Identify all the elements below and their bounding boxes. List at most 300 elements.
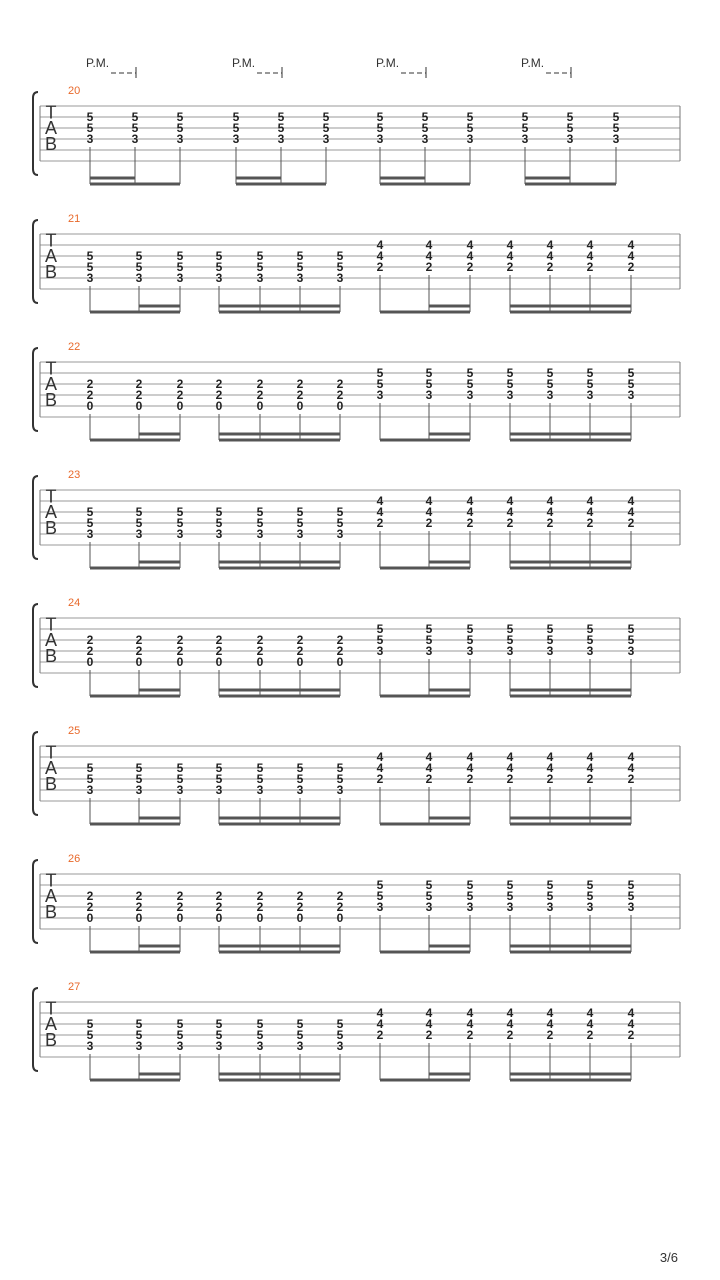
system-bracket xyxy=(33,860,38,943)
fret-number: 4 xyxy=(627,761,635,775)
fret-number: 3 xyxy=(421,132,429,146)
fret-number: 5 xyxy=(86,1028,94,1042)
fret-number: 3 xyxy=(86,271,94,285)
palm-mute-label: P.M. xyxy=(521,56,545,70)
measure-number: 23 xyxy=(68,469,81,481)
fret-number: 0 xyxy=(215,911,223,925)
fret-number: 0 xyxy=(86,655,94,669)
fret-number: 5 xyxy=(466,878,474,892)
fret-number: 5 xyxy=(322,110,330,124)
fret-number: 4 xyxy=(627,249,635,263)
fret-number: 5 xyxy=(376,121,384,135)
fret-number: 5 xyxy=(376,622,384,636)
fret-number: 3 xyxy=(425,388,433,402)
fret-number: 3 xyxy=(586,644,594,658)
measure-number: 27 xyxy=(68,981,81,993)
fret-number: 5 xyxy=(376,889,384,903)
fret-number: 2 xyxy=(627,260,635,274)
fret-number: 5 xyxy=(466,633,474,647)
fret-number: 5 xyxy=(586,878,594,892)
fret-number: 5 xyxy=(256,260,264,274)
fret-number: 3 xyxy=(86,132,94,146)
fret-number: 2 xyxy=(336,377,344,391)
fret-number: 5 xyxy=(176,1028,184,1042)
fret-number: 4 xyxy=(425,494,433,508)
fret-number: 5 xyxy=(176,772,184,786)
tab-clef-letter: B xyxy=(44,518,58,538)
fret-number: 2 xyxy=(86,900,94,914)
fret-number: 2 xyxy=(135,644,143,658)
fret-number: 5 xyxy=(546,889,554,903)
fret-number: 5 xyxy=(215,260,223,274)
fret-number: 5 xyxy=(86,516,94,530)
fret-number: 2 xyxy=(86,388,94,402)
fret-number: 5 xyxy=(176,121,184,135)
tab-clef-letter: T xyxy=(45,998,57,1019)
fret-number: 5 xyxy=(176,505,184,519)
fret-number: 2 xyxy=(135,889,143,903)
tab-clef-letter: A xyxy=(44,1014,58,1035)
fret-number: 4 xyxy=(627,750,635,764)
fret-number: 2 xyxy=(135,900,143,914)
fret-number: 0 xyxy=(176,911,184,925)
fret-number: 5 xyxy=(135,761,143,775)
fret-number: 0 xyxy=(135,911,143,925)
measure-number: 24 xyxy=(68,597,81,609)
fret-number: 5 xyxy=(627,377,635,391)
fret-number: 4 xyxy=(506,505,514,519)
fret-number: 2 xyxy=(466,1028,474,1042)
fret-number: 2 xyxy=(176,644,184,658)
fret-number: 5 xyxy=(86,121,94,135)
fret-number: 4 xyxy=(546,761,554,775)
fret-number: 4 xyxy=(546,1006,554,1020)
fret-number: 4 xyxy=(425,249,433,263)
fret-number: 3 xyxy=(86,1039,94,1053)
fret-number: 3 xyxy=(627,644,635,658)
fret-number: 5 xyxy=(546,377,554,391)
fret-number: 2 xyxy=(586,1028,594,1042)
fret-number: 2 xyxy=(176,633,184,647)
fret-number: 5 xyxy=(425,889,433,903)
fret-number: 4 xyxy=(466,1006,474,1020)
fret-number: 0 xyxy=(135,655,143,669)
fret-number: 5 xyxy=(421,121,429,135)
tab-clef-letter: T xyxy=(45,230,57,251)
fret-number: 5 xyxy=(566,121,574,135)
fret-number: 0 xyxy=(215,655,223,669)
fret-number: 3 xyxy=(256,271,264,285)
fret-number: 4 xyxy=(586,761,594,775)
fret-number: 3 xyxy=(586,388,594,402)
fret-number: 3 xyxy=(506,900,514,914)
fret-number: 5 xyxy=(176,1017,184,1031)
fret-number: 2 xyxy=(627,516,635,530)
fret-number: 5 xyxy=(376,110,384,124)
fret-number: 4 xyxy=(627,1006,635,1020)
fret-number: 5 xyxy=(521,110,529,124)
system-bracket xyxy=(33,732,38,815)
fret-number: 5 xyxy=(135,260,143,274)
fret-number: 4 xyxy=(425,1017,433,1031)
fret-number: 0 xyxy=(296,655,304,669)
fret-number: 3 xyxy=(256,1039,264,1053)
fret-number: 5 xyxy=(546,633,554,647)
fret-number: 5 xyxy=(425,366,433,380)
fret-number: 5 xyxy=(612,121,620,135)
fret-number: 5 xyxy=(425,377,433,391)
fret-number: 5 xyxy=(586,622,594,636)
fret-number: 5 xyxy=(296,505,304,519)
fret-number: 5 xyxy=(256,505,264,519)
fret-number: 5 xyxy=(336,505,344,519)
fret-number: 5 xyxy=(506,622,514,636)
fret-number: 2 xyxy=(376,1028,384,1042)
fret-number: 5 xyxy=(86,260,94,274)
fret-number: 5 xyxy=(176,110,184,124)
fret-number: 3 xyxy=(336,1039,344,1053)
fret-number: 2 xyxy=(256,889,264,903)
fret-number: 2 xyxy=(176,889,184,903)
fret-number: 4 xyxy=(506,761,514,775)
fret-number: 4 xyxy=(376,750,384,764)
fret-number: 3 xyxy=(86,783,94,797)
fret-number: 4 xyxy=(506,494,514,508)
fret-number: 5 xyxy=(336,772,344,786)
tab-clef-letter: B xyxy=(44,902,58,922)
fret-number: 5 xyxy=(466,377,474,391)
fret-number: 2 xyxy=(546,260,554,274)
fret-number: 0 xyxy=(336,399,344,413)
fret-number: 4 xyxy=(466,761,474,775)
fret-number: 5 xyxy=(256,516,264,530)
fret-number: 4 xyxy=(376,761,384,775)
fret-number: 5 xyxy=(215,1028,223,1042)
fret-number: 5 xyxy=(296,761,304,775)
fret-number: 4 xyxy=(627,494,635,508)
fret-number: 4 xyxy=(466,249,474,263)
fret-number: 2 xyxy=(376,516,384,530)
fret-number: 3 xyxy=(86,527,94,541)
system-bracket xyxy=(33,988,38,1071)
tab-system xyxy=(33,56,680,184)
fret-number: 2 xyxy=(296,900,304,914)
fret-number: 4 xyxy=(506,1017,514,1031)
fret-number: 2 xyxy=(256,644,264,658)
fret-number: 4 xyxy=(627,505,635,519)
fret-number: 2 xyxy=(506,772,514,786)
fret-number: 5 xyxy=(506,878,514,892)
fret-number: 4 xyxy=(627,1017,635,1031)
fret-number: 3 xyxy=(376,388,384,402)
fret-number: 5 xyxy=(86,249,94,263)
fret-number: 5 xyxy=(336,260,344,274)
measure-number: 22 xyxy=(68,341,81,353)
fret-number: 2 xyxy=(376,260,384,274)
fret-number: 5 xyxy=(506,377,514,391)
fret-number: 3 xyxy=(256,783,264,797)
fret-number: 2 xyxy=(336,889,344,903)
fret-number: 3 xyxy=(176,527,184,541)
fret-number: 5 xyxy=(176,761,184,775)
fret-number: 4 xyxy=(466,494,474,508)
fret-number: 4 xyxy=(425,238,433,252)
fret-number: 5 xyxy=(296,249,304,263)
fret-number: 5 xyxy=(215,772,223,786)
fret-number: 5 xyxy=(277,110,285,124)
fret-number: 3 xyxy=(376,132,384,146)
fret-number: 5 xyxy=(232,110,240,124)
fret-number: 2 xyxy=(296,377,304,391)
fret-number: 3 xyxy=(336,271,344,285)
fret-number: 5 xyxy=(131,121,139,135)
fret-number: 3 xyxy=(376,900,384,914)
fret-number: 2 xyxy=(506,260,514,274)
tab-clef-letter: A xyxy=(44,246,58,267)
fret-number: 5 xyxy=(215,249,223,263)
fret-number: 0 xyxy=(86,911,94,925)
fret-number: 2 xyxy=(176,388,184,402)
fret-number: 3 xyxy=(506,388,514,402)
fret-number: 5 xyxy=(296,516,304,530)
fret-number: 0 xyxy=(296,911,304,925)
fret-number: 4 xyxy=(376,505,384,519)
fret-number: 5 xyxy=(86,761,94,775)
fret-number: 5 xyxy=(336,516,344,530)
fret-number: 4 xyxy=(586,249,594,263)
fret-number: 5 xyxy=(566,110,574,124)
fret-number: 2 xyxy=(176,377,184,391)
fret-number: 4 xyxy=(376,1017,384,1031)
fret-number: 3 xyxy=(135,271,143,285)
fret-number: 3 xyxy=(336,527,344,541)
fret-number: 2 xyxy=(215,644,223,658)
fret-number: 3 xyxy=(296,527,304,541)
fret-number: 3 xyxy=(215,1039,223,1053)
fret-number: 2 xyxy=(215,377,223,391)
fret-number: 2 xyxy=(336,900,344,914)
fret-number: 3 xyxy=(296,783,304,797)
fret-number: 2 xyxy=(256,633,264,647)
fret-number: 3 xyxy=(232,132,240,146)
fret-number: 5 xyxy=(176,249,184,263)
fret-number: 3 xyxy=(566,132,574,146)
measure-number: 25 xyxy=(68,725,81,737)
fret-number: 3 xyxy=(277,132,285,146)
fret-number: 0 xyxy=(176,399,184,413)
fret-number: 5 xyxy=(586,633,594,647)
fret-number: 5 xyxy=(466,366,474,380)
fret-number: 2 xyxy=(176,900,184,914)
fret-number: 4 xyxy=(425,761,433,775)
tab-system xyxy=(33,597,680,696)
fret-number: 5 xyxy=(135,1028,143,1042)
tab-clef-letter: T xyxy=(45,486,57,507)
fret-number: 4 xyxy=(466,1017,474,1031)
fret-number: 3 xyxy=(176,132,184,146)
fret-number: 4 xyxy=(627,238,635,252)
fret-number: 3 xyxy=(376,644,384,658)
fret-number: 4 xyxy=(546,505,554,519)
fret-number: 5 xyxy=(256,761,264,775)
fret-number: 5 xyxy=(376,366,384,380)
fret-number: 5 xyxy=(627,889,635,903)
tab-clef-letter: A xyxy=(44,374,58,395)
measure-number: 26 xyxy=(68,853,81,865)
fret-number: 4 xyxy=(425,1006,433,1020)
fret-number: 3 xyxy=(135,783,143,797)
fret-number: 5 xyxy=(135,772,143,786)
fret-number: 4 xyxy=(506,1006,514,1020)
fret-number: 4 xyxy=(546,494,554,508)
fret-number: 5 xyxy=(336,1028,344,1042)
fret-number: 0 xyxy=(86,399,94,413)
fret-number: 3 xyxy=(466,388,474,402)
fret-number: 5 xyxy=(466,622,474,636)
tab-clef-letter: T xyxy=(45,870,57,891)
fret-number: 5 xyxy=(466,110,474,124)
fret-number: 5 xyxy=(466,121,474,135)
tab-clef-letter: T xyxy=(45,742,57,763)
fret-number: 4 xyxy=(506,238,514,252)
fret-number: 3 xyxy=(546,644,554,658)
fret-number: 2 xyxy=(546,1028,554,1042)
fret-number: 3 xyxy=(546,900,554,914)
fret-number: 2 xyxy=(86,644,94,658)
fret-number: 2 xyxy=(336,644,344,658)
fret-number: 2 xyxy=(546,772,554,786)
fret-number: 5 xyxy=(521,121,529,135)
fret-number: 3 xyxy=(627,388,635,402)
fret-number: 5 xyxy=(586,366,594,380)
tab-clef-letter: A xyxy=(44,630,58,651)
measure-number: 20 xyxy=(68,85,81,97)
fret-number: 4 xyxy=(546,1017,554,1031)
fret-number: 5 xyxy=(627,366,635,380)
tab-clef-letter: B xyxy=(44,390,58,410)
fret-number: 2 xyxy=(135,377,143,391)
tab-clef-letter: T xyxy=(45,358,57,379)
fret-number: 0 xyxy=(336,655,344,669)
fret-number: 2 xyxy=(466,260,474,274)
fret-number: 5 xyxy=(215,505,223,519)
fret-number: 5 xyxy=(296,1017,304,1031)
fret-number: 4 xyxy=(586,750,594,764)
tab-system xyxy=(33,341,680,440)
fret-number: 5 xyxy=(376,633,384,647)
measure-number: 21 xyxy=(68,213,81,225)
fret-number: 5 xyxy=(176,260,184,274)
fret-number: 5 xyxy=(215,1017,223,1031)
fret-number: 4 xyxy=(466,750,474,764)
fret-number: 3 xyxy=(296,1039,304,1053)
fret-number: 3 xyxy=(135,527,143,541)
tab-clef-letter: T xyxy=(45,614,57,635)
fret-number: 2 xyxy=(135,633,143,647)
fret-number: 3 xyxy=(176,1039,184,1053)
fret-number: 3 xyxy=(521,132,529,146)
fret-number: 2 xyxy=(296,633,304,647)
fret-number: 2 xyxy=(86,889,94,903)
tab-system xyxy=(33,213,680,312)
fret-number: 4 xyxy=(376,494,384,508)
fret-number: 2 xyxy=(425,260,433,274)
fret-number: 2 xyxy=(296,644,304,658)
fret-number: 3 xyxy=(176,271,184,285)
fret-number: 4 xyxy=(466,505,474,519)
palm-mute-label: P.M. xyxy=(86,56,110,70)
tab-clef-letter: B xyxy=(44,134,58,154)
fret-number: 5 xyxy=(277,121,285,135)
fret-number: 5 xyxy=(176,516,184,530)
fret-number: 5 xyxy=(627,633,635,647)
fret-number: 5 xyxy=(296,772,304,786)
fret-number: 3 xyxy=(425,900,433,914)
fret-number: 5 xyxy=(506,633,514,647)
fret-number: 5 xyxy=(215,761,223,775)
fret-number: 5 xyxy=(376,878,384,892)
fret-number: 4 xyxy=(546,249,554,263)
fret-number: 5 xyxy=(612,110,620,124)
fret-number: 2 xyxy=(86,377,94,391)
tab-clef-letter: A xyxy=(44,886,58,907)
fret-number: 3 xyxy=(256,527,264,541)
fret-number: 5 xyxy=(135,1017,143,1031)
tab-system xyxy=(33,469,680,568)
fret-number: 5 xyxy=(336,1017,344,1031)
fret-number: 5 xyxy=(627,878,635,892)
fret-number: 3 xyxy=(215,527,223,541)
fret-number: 0 xyxy=(135,399,143,413)
page-number: 3/6 xyxy=(659,1250,678,1265)
fret-number: 2 xyxy=(376,772,384,786)
fret-number: 5 xyxy=(546,622,554,636)
fret-number: 2 xyxy=(425,772,433,786)
fret-number: 5 xyxy=(256,1028,264,1042)
fret-number: 5 xyxy=(586,889,594,903)
fret-number: 5 xyxy=(86,1017,94,1031)
fret-number: 4 xyxy=(425,505,433,519)
fret-number: 3 xyxy=(466,132,474,146)
fret-number: 2 xyxy=(546,516,554,530)
fret-number: 2 xyxy=(256,900,264,914)
fret-number: 3 xyxy=(176,783,184,797)
fret-number: 5 xyxy=(131,110,139,124)
fret-number: 4 xyxy=(586,494,594,508)
fret-number: 4 xyxy=(376,238,384,252)
fret-number: 5 xyxy=(296,1028,304,1042)
tab-clef-letter: B xyxy=(44,774,58,794)
fret-number: 5 xyxy=(425,878,433,892)
system-bracket xyxy=(33,348,38,431)
fret-number: 3 xyxy=(586,900,594,914)
fret-number: 5 xyxy=(506,889,514,903)
fret-number: 2 xyxy=(586,260,594,274)
fret-number: 2 xyxy=(86,633,94,647)
fret-number: 2 xyxy=(215,633,223,647)
palm-mute-label: P.M. xyxy=(376,56,400,70)
fret-number: 4 xyxy=(586,1017,594,1031)
fret-number: 2 xyxy=(336,388,344,402)
system-bracket xyxy=(33,476,38,559)
fret-number: 2 xyxy=(506,1028,514,1042)
fret-number: 4 xyxy=(546,238,554,252)
fret-number: 0 xyxy=(215,399,223,413)
fret-number: 2 xyxy=(627,1028,635,1042)
fret-number: 0 xyxy=(256,911,264,925)
fret-number: 2 xyxy=(506,516,514,530)
fret-number: 3 xyxy=(131,132,139,146)
